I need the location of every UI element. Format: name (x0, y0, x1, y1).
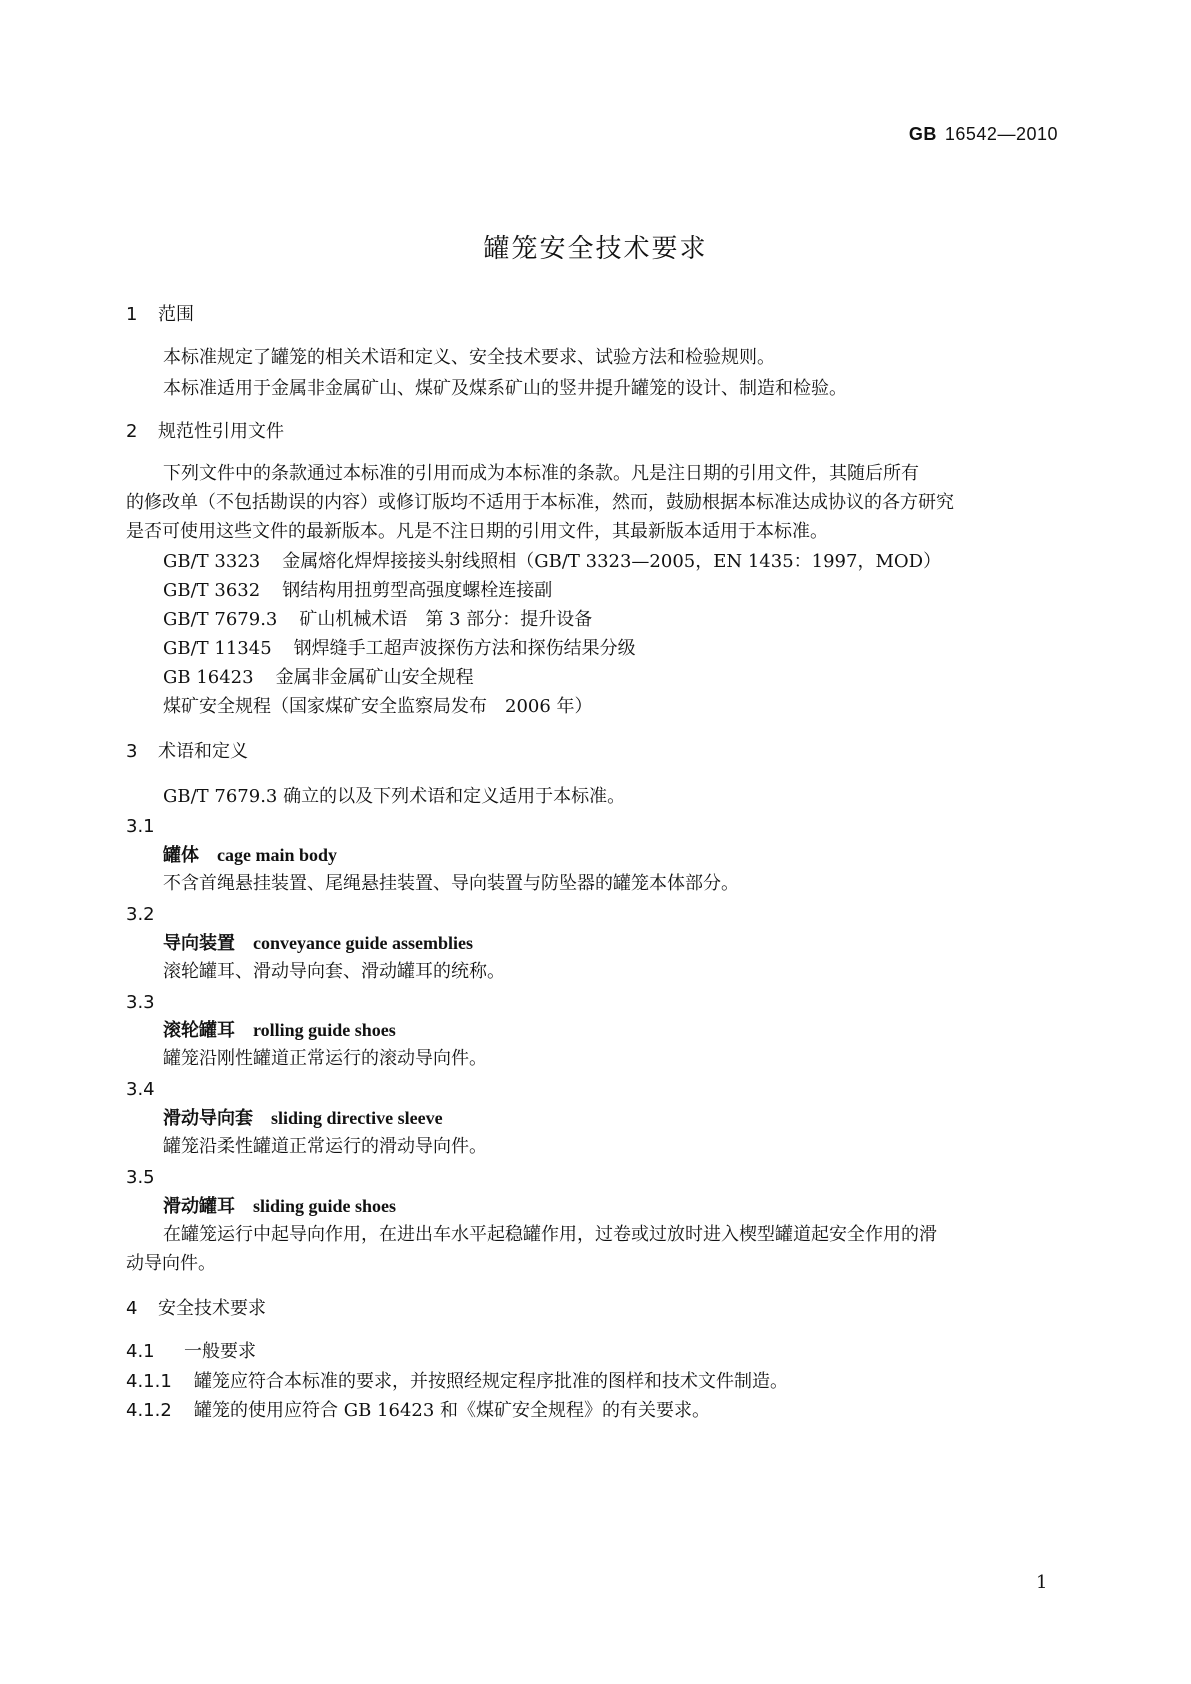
reference-title: 金属非金属矿山安全规程 (275, 667, 474, 688)
clause (126, 1370, 788, 1394)
term-zh: 导向装置 (163, 933, 235, 954)
clause-text: 罐笼的使用应符合 GB 16423 和《煤矿安全规程》的有关要求。 (194, 1400, 711, 1421)
section-heading-1 (126, 303, 194, 327)
term-en: sliding guide shoes (253, 1196, 397, 1216)
term-heading (163, 1018, 396, 1043)
reference-title: 钢结构用扭剪型高强度螺栓连接副 (282, 580, 553, 601)
clause (126, 1399, 710, 1423)
term-definition: 滚轮罐耳、滑动导向套、滑动罐耳的统称。 (163, 961, 505, 982)
reference-code: GB/T 7679.3 (163, 609, 278, 630)
clause-number: 4.1.2 (126, 1400, 172, 1421)
term-number: 3.4 (126, 1079, 155, 1100)
paragraph: GB/T 7679.3 确立的以及下列术语和定义适用于本标准。 (163, 786, 626, 807)
section-heading-4 (126, 1297, 266, 1321)
reference-title: 矿山机械术语 第 3 部分：提升设备 (299, 609, 593, 630)
term-en: cage main body (217, 845, 338, 865)
term-en: sliding directive sleeve (271, 1108, 443, 1128)
term-en: rolling guide shoes (253, 1020, 396, 1040)
term-zh: 滑动导向套 (163, 1108, 253, 1129)
standard-code-prefix: GB (908, 124, 937, 144)
term-definition: 在罐笼运行中起导向作用，在进出车水平起稳罐作用，过卷或过放时进入楔型罐道起安全作用的滑 (163, 1224, 937, 1245)
reference-item (163, 637, 636, 661)
section-number: 1 (126, 304, 138, 325)
subsection-number: 4.1 (126, 1341, 155, 1362)
section-title: 规范性引用文件 (158, 421, 284, 442)
term-heading (163, 931, 473, 956)
page-number: 1 (1036, 1572, 1048, 1593)
paragraph: 本标准规定了罐笼的相关术语和定义、安全技术要求、试验方法和检验规则。 (163, 347, 775, 368)
term-definition: 不含首绳悬挂装置、尾绳悬挂装置、导向装置与防坠器的罐笼本体部分。 (163, 873, 739, 894)
reference-item (163, 695, 593, 719)
section-number: 3 (126, 741, 138, 762)
reference-item (163, 550, 941, 574)
reference-code: GB/T 3323 (163, 551, 261, 572)
section-number: 4 (126, 1298, 138, 1319)
clause-number: 4.1.1 (126, 1371, 172, 1392)
reference-title: 金属熔化焊焊接接头射线照相（GB/T 3323—2005，EN 1435：1997，MOD） (282, 551, 942, 572)
section-heading-3 (126, 740, 248, 764)
reference-code: GB/T 11345 (163, 638, 272, 659)
reference-item (163, 579, 552, 603)
reference-code: GB/T 3632 (163, 580, 261, 601)
paragraph-line: 是否可使用这些文件的最新版本。凡是不注日期的引用文件，其最新版本适用于本标准。 (126, 521, 828, 542)
clause-text: 罐笼应符合本标准的要求，并按照经规定程序批准的图样和技术文件制造。 (194, 1371, 788, 1392)
section-heading-2 (126, 420, 284, 444)
term-heading (163, 1106, 443, 1131)
paragraph-line: 下列文件中的条款通过本标准的引用而成为本标准的条款。凡是注日期的引用文件，其随后所有 (163, 463, 919, 484)
term-zh: 滑动罐耳 (163, 1196, 235, 1217)
reference-title: 钢焊缝手工超声波探伤方法和探伤结果分级 (293, 638, 636, 659)
document-title: 罐笼安全技术要求 (483, 234, 708, 264)
term-heading (163, 843, 337, 868)
reference-title: 煤矿安全规程（国家煤矿安全监察局发布 2006 年） (163, 696, 593, 717)
term-definition: 动导向件。 (126, 1253, 216, 1274)
term-en: conveyance guide assemblies (253, 933, 473, 953)
paragraph-line: 的修改单（不包括勘误的内容）或修订版均不适用于本标准，然而，鼓励根据本标准达成协议的各方研究 (126, 492, 954, 513)
section-title: 术语和定义 (158, 741, 248, 762)
reference-code: GB 16423 (163, 667, 254, 688)
term-zh: 滚轮罐耳 (163, 1020, 235, 1041)
term-number: 3.3 (126, 992, 155, 1013)
term-number: 3.1 (126, 816, 155, 837)
reference-item (163, 666, 474, 690)
term-definition: 罐笼沿柔性罐道正常运行的滑动导向件。 (163, 1136, 487, 1157)
reference-item (163, 608, 592, 632)
standard-code-number: 16542—2010 (944, 124, 1058, 144)
term-heading (163, 1194, 396, 1219)
section-number: 2 (126, 421, 138, 442)
section-title: 安全技术要求 (158, 1298, 266, 1319)
subsection-heading (126, 1340, 256, 1364)
term-number: 3.5 (126, 1167, 155, 1188)
section-title: 范围 (158, 304, 194, 325)
paragraph: 本标准适用于金属非金属矿山、煤矿及煤系矿山的竖井提升罐笼的设计、制造和检验。 (163, 378, 847, 399)
subsection-title: 一般要求 (184, 1341, 256, 1362)
standard-code (909, 124, 1058, 145)
term-definition: 罐笼沿刚性罐道正常运行的滚动导向件。 (163, 1048, 487, 1069)
term-zh: 罐体 (163, 845, 199, 866)
term-number: 3.2 (126, 904, 155, 925)
